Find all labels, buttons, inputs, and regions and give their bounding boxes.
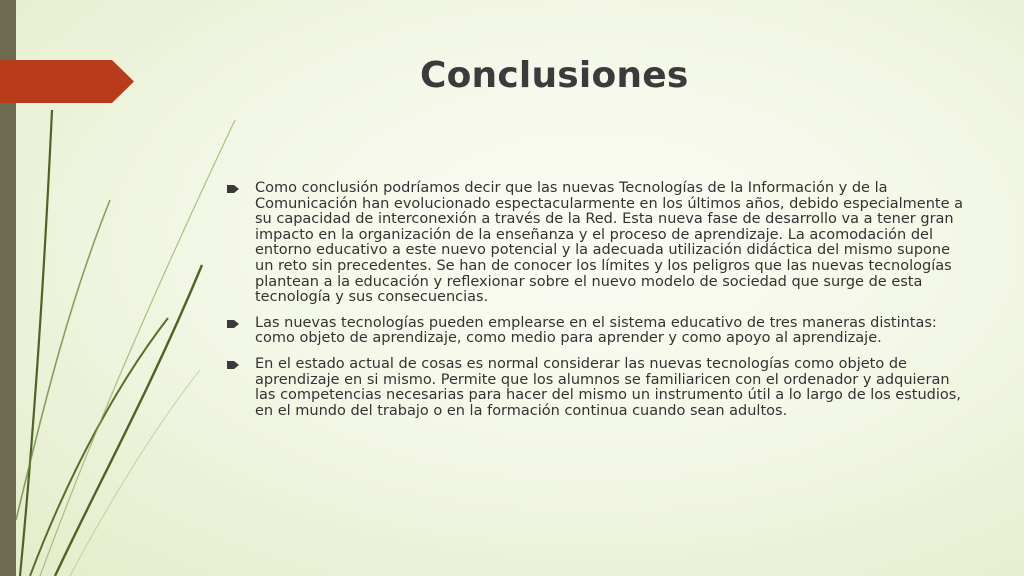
bullet-item bbox=[225, 181, 970, 306]
bullet-text: Como conclusión podríamos decir que las nuevas Tecnologías de la Información y de la Comunicación han evolucionado espectacularmente en los últimos años, debido especialmente a su capacidad de interconexión a través de la Red. Esta nueva fase de desarrollo va a tener gran impacto en la organización de la enseñanza y el proceso de aprendizaje. La acomodación del entorno educativo a este nuevo potencial y la adecuada utilización didáctica del mismo supone un reto sin precedentes. Se han de conocer los límites y los peligros que las nuevas tecnologías plantean a la educación y reflexionar sobre el nuevo modelo de sociedad que surge de esta tecnología y sus consecuencias. bbox=[255, 180, 964, 306]
flag-icon bbox=[227, 184, 239, 194]
bullet-list bbox=[225, 181, 970, 429]
bullet-item bbox=[225, 357, 970, 419]
bullet-text: Las nuevas tecnologías pueden emplearse en el sistema educativo de tres maneras distintas: como objeto de aprendizaje, como medio para aprender y como apoyo al aprendizaje. bbox=[255, 314, 937, 347]
flag-icon bbox=[227, 319, 239, 329]
bullet-text: En el estado actual de cosas es normal considerar las nuevas tecnologías como objeto de aprendizaje en si mismo. Permite que los alumnos se familiaricen con el ordenador y adquieran las competencias necesarias para hacer del mismo un instrumento útil a lo largo de los estudios, en el mundo del trabajo o en la formación continua cuando sean adultos. bbox=[255, 355, 961, 419]
ribbon-banner bbox=[0, 60, 134, 103]
bullet-item bbox=[225, 316, 970, 347]
slide-title: Conclusiones bbox=[420, 55, 689, 96]
flag-icon bbox=[227, 360, 239, 370]
